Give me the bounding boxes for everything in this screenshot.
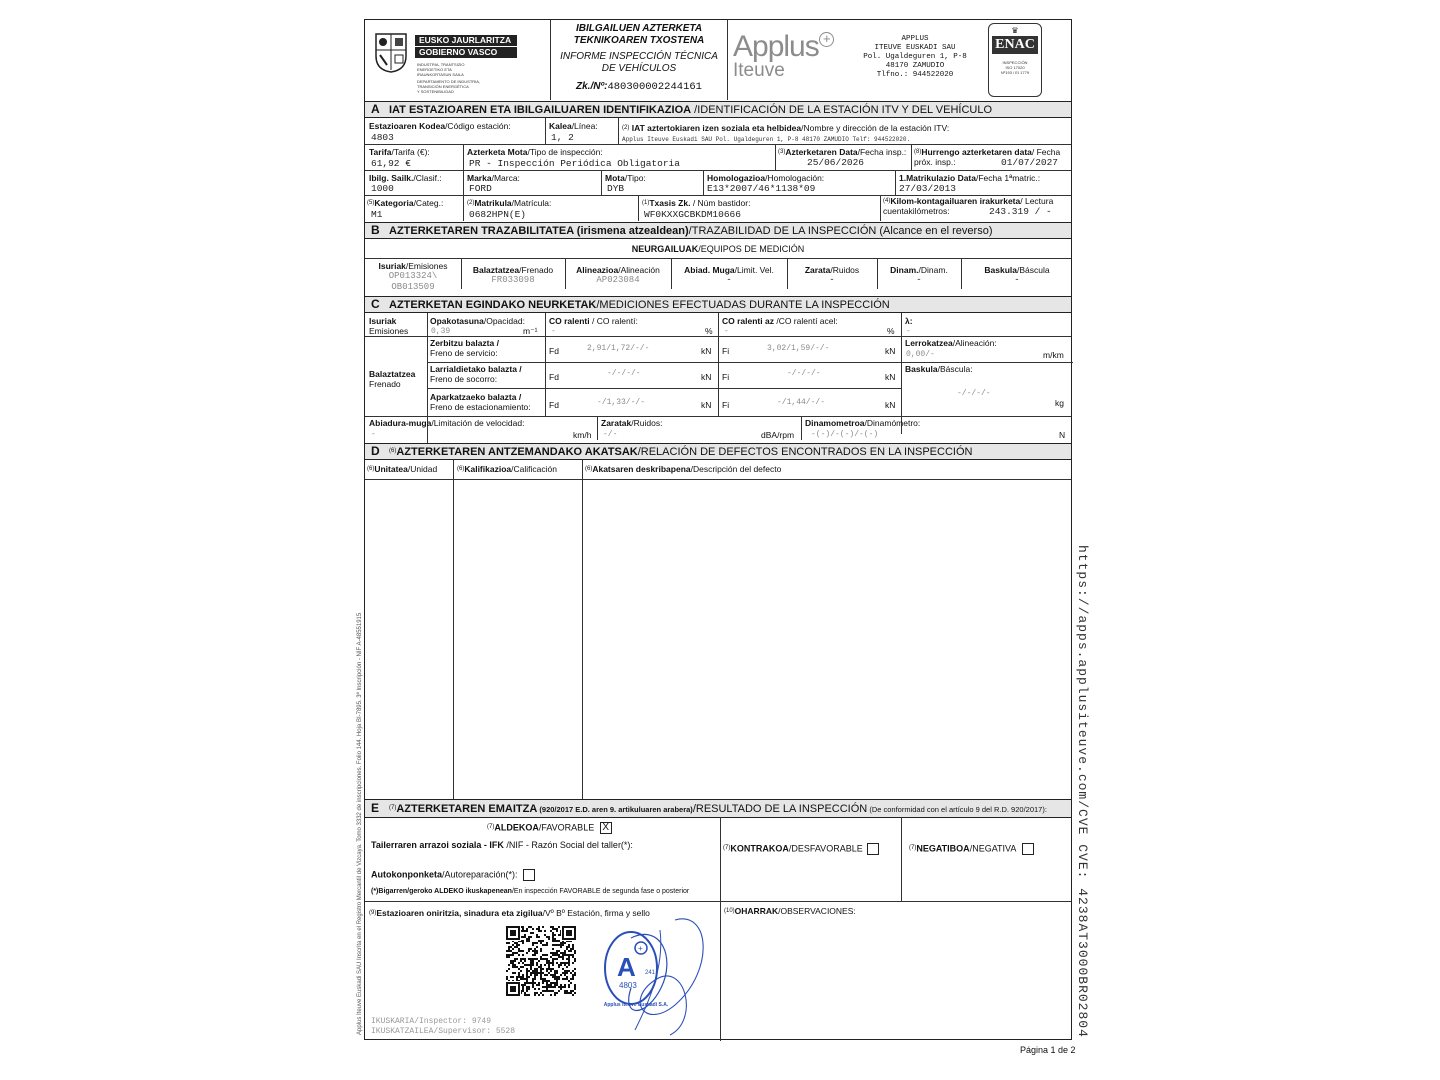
gov-name-es: GOBIERNO VASCO bbox=[415, 47, 517, 58]
service-fi-label: Fi bbox=[722, 346, 730, 356]
defects-rating-header: $^{(6)}$Kalifikazioa/Calificación bbox=[457, 464, 557, 474]
odometer-label: $^{(4)}$Kilom-kontagailuaren irakurketa/ Lectura cuentakilómetros: bbox=[883, 196, 1054, 216]
brakes-label: Balaztatzea Frenado bbox=[369, 369, 416, 389]
stamp-caption: Applus Iteuve Euskadi S.A. bbox=[603, 1002, 669, 1008]
co-accel-label: CO ralenti az /CO ralentí acel: bbox=[722, 316, 838, 326]
inspector-id: IKUSKARIA/Inspector: 9749 bbox=[371, 1017, 492, 1026]
next-inspection-value: 01/07/2027 bbox=[1001, 157, 1059, 168]
vin-value: WF0KXXGCBKDM10666 bbox=[644, 209, 741, 220]
opacity-unit: m⁻¹ bbox=[523, 326, 538, 336]
gov-logo-block bbox=[367, 24, 549, 100]
co-idle-unit: % bbox=[705, 326, 713, 336]
section-a-header: A IAT ESTAZIOAREN ETA IBILGAILUAREN IDENTIFIKAZIOA /IDENTIFICACIÓN DE LA ESTACIÓN ITV Y DEL VEHÍCULO bbox=[365, 101, 1071, 118]
scale-label: Baskula/Báscula: bbox=[905, 364, 973, 374]
scale-value: -/-/-/- bbox=[957, 389, 991, 398]
noise-value: -/- bbox=[603, 430, 618, 439]
equip-noise: Zarata/Ruidos - bbox=[804, 265, 860, 285]
speed-limit-label: Abiadura-muga/Limitación de velocidad: bbox=[369, 418, 525, 428]
speed-limit-value: - bbox=[371, 430, 376, 439]
noise-label: Zaratak/Ruidos: bbox=[601, 418, 663, 428]
unfavorable-option[interactable]: $^{(7)}$KONTRAKOA/DESFAVORABLE bbox=[723, 843, 879, 855]
plate-label: $^{(2)}$Matrikula/Matrícula: bbox=[467, 198, 552, 208]
category-label: $^{(5)}$Kategoria/Categ.: bbox=[367, 198, 444, 208]
defects-unit-header: $^{(6)}$Unitatea/Unidad bbox=[367, 464, 438, 474]
emergency-fd-unit: kN bbox=[701, 372, 712, 382]
section-e-header: E $^{(7)}$AZTERKETAREN EMAITZA (920/2017 E.D. aren 9. artikuluaren arabera)/RESULTADO DE LA INSPECCIÓN (De conformidad con el artículo 9 del R.D. 920/2017): bbox=[365, 799, 1071, 818]
next-inspection-label: $^{(8)}$Hurrengo azterketaren data/ Fecha próx. insp.: bbox=[914, 147, 1061, 167]
second-phase-note: (*)Bigarren/geroko ALDEKO ikuskapenean/En inspección FAVORABLE de segunda fase o posterior bbox=[371, 888, 690, 895]
title-eu-2: TEKNIKOAREN TXOSTENA bbox=[573, 35, 705, 46]
left-side-legal-text: Applus Iteuve Euskadi SAU Inscrita en el Registro Mercantil de Vizcaya. Tomo 3332 de inscripciones. Folio 144. Hoja BI-7895. 3ª Inscripción - NIF A-48551915 bbox=[357, 612, 363, 1035]
inspection-type-label: Azterketa Mota/Tipo de inspección: bbox=[467, 147, 603, 157]
basque-coat-of-arms-icon bbox=[371, 30, 411, 74]
line-label: Kalea/Línea: bbox=[549, 121, 598, 131]
self-repair-checkbox[interactable] bbox=[523, 869, 535, 881]
emergency-fi-label: Fi bbox=[722, 372, 730, 382]
inspection-date-label: $^{(3)}$Azterketaren Data/Fecha insp.: bbox=[778, 147, 907, 157]
opacity-label: Opakotasuna/Opacidad: bbox=[430, 316, 525, 326]
parking-fi-value: -/1,44/-/- bbox=[777, 398, 826, 407]
scale-unit: kg bbox=[1055, 398, 1064, 408]
parking-fi-label: Fi bbox=[722, 400, 730, 410]
service-fd-unit: kN bbox=[701, 346, 712, 356]
equip-emissions: Isuriak/Emisiones OP013324\ OB013509 bbox=[378, 261, 448, 292]
lambda-label: λ: bbox=[905, 316, 913, 326]
dynamometer-value: -(-)/-(-)/-(-) bbox=[811, 430, 879, 439]
remarks-label: $^{(10)}$OHARRAK/OBSERVACIONES: bbox=[724, 906, 856, 916]
first-registration-label: 1.Matrikulazio Data/Fecha 1ªmatric.: bbox=[899, 173, 1041, 183]
line-value: 1, 2 bbox=[551, 132, 574, 143]
classification-label: Ibilg. Sailk./Clasif.: bbox=[369, 173, 442, 183]
equip-speed-limit: Abiad. Muga/Limit. Vel. - bbox=[684, 265, 774, 285]
station-name-label: $^{(2)}$ IAT aztertokiaren izen soziala eta helbidea/Nombre y dirección de la estación ITV: bbox=[622, 123, 950, 133]
report-number: Zk./Nº:480300002244161 bbox=[576, 81, 702, 93]
emergency-fi-unit: kN bbox=[885, 372, 896, 382]
page-number: Página 1 de 2 bbox=[1020, 1045, 1076, 1055]
service-fi-unit: kN bbox=[885, 346, 896, 356]
company-address: APPLUS ITEUVE EUSKADI SAU Pol. Ugaldeguren 1, P-8 48170 ZAMUDIO Tlfno.: 944522020 bbox=[863, 35, 967, 79]
lambda-value: - bbox=[906, 327, 911, 336]
brand-value: FORD bbox=[469, 183, 492, 194]
equip-alignment: Alineazioa/Alineación AP023084 bbox=[576, 265, 660, 285]
parking-fd-value: -/1,33/-/- bbox=[597, 398, 646, 407]
category-value: M1 bbox=[371, 209, 383, 220]
favorable-option[interactable]: $^{(7)}$ALDEKOA/FAVORABLE X bbox=[487, 822, 612, 834]
brand-label: Marka/Marca: bbox=[467, 173, 520, 183]
equip-dynamometer: Dinam./Dinam. - bbox=[890, 265, 948, 285]
co-idle-value: - bbox=[551, 327, 556, 336]
inspection-type-value: PR - Inspección Periódica Obligatoria bbox=[469, 158, 680, 169]
emergency-fd-label: Fd bbox=[549, 372, 559, 382]
negative-option[interactable]: $^{(7)}$NEGATIBOA/NEGATIVA bbox=[909, 843, 1034, 855]
svg-text:A: A bbox=[617, 952, 636, 982]
service-fi-value: 3,02/1,59/-/- bbox=[767, 344, 830, 353]
homologation-label: Homologazioa/Homologación: bbox=[707, 173, 825, 183]
emergency-fi-value: -/-/-/- bbox=[787, 369, 821, 378]
tariff-value: 61,92 € bbox=[371, 158, 411, 169]
alignment-unit: m/km bbox=[1043, 350, 1064, 360]
co-accel-unit: % bbox=[887, 326, 895, 336]
section-d-header: D $^{(6)}$AZTERKETAREN ANTZEMANDAKO AKATSAK/RELACIÓN DE DEFECTOS ENCONTRADOS EN LA INSPECCIÓN bbox=[365, 443, 1071, 460]
enac-logo: ♛ ENAC INSPECCIÓN ISO 17020 Nº193 / EI 1779 bbox=[988, 23, 1042, 97]
opacity-value: 0,39 bbox=[431, 327, 451, 336]
model-value: DYB bbox=[607, 183, 625, 194]
equip-scale: Baskula/Báscula - bbox=[984, 265, 1050, 285]
speed-limit-unit: km/h bbox=[573, 430, 592, 440]
service-fd-value: 2,91/1,72/-/- bbox=[587, 344, 650, 353]
station-name-value: Applus Iteuve Euskadi SAU Pol. Ugaldeguren 1, P-8 48170 ZAMUDIO Telf: 944522020. bbox=[622, 136, 911, 143]
dynamometer-unit: N bbox=[1059, 430, 1066, 440]
emergency-fd-value: -/-/-/- bbox=[607, 369, 641, 378]
co-idle-label: CO ralenti / CO ralentí: bbox=[549, 316, 638, 326]
service-fd-label: Fd bbox=[549, 346, 559, 356]
dynamometer-label: Dinamometroa/Dinamómetro: bbox=[805, 418, 921, 428]
svg-text:+: + bbox=[638, 944, 643, 953]
tariff-label: Tarifa/Tarifa (€): bbox=[369, 147, 430, 157]
parking-fi-unit: kN bbox=[885, 400, 896, 410]
stamp-code: 4803 bbox=[619, 981, 637, 990]
unfavorable-checkbox[interactable] bbox=[867, 843, 879, 855]
plate-value: 0682HPN(E) bbox=[469, 209, 527, 220]
equip-brakes: Balaztatzea/Frenado FR033098 bbox=[472, 265, 554, 285]
equipment-title: NEURGAILUAK/EQUIPOS DE MEDICIÓN bbox=[631, 244, 805, 254]
parking-fd-unit: kN bbox=[701, 400, 712, 410]
supervisor-id: IKUSKATZAILEA/Supervisor: 5528 bbox=[371, 1027, 516, 1036]
parking-brake-label: Aparkatzaeko balazta / Freno de estacionamiento: bbox=[430, 392, 531, 412]
inspection-report-page bbox=[364, 19, 1072, 1040]
model-label: Mota/Tipo: bbox=[605, 173, 646, 183]
classification-value: 1000 bbox=[371, 183, 394, 194]
negative-checkbox[interactable] bbox=[1022, 843, 1034, 855]
emergency-brake-label: Larrialdietako balazta / Freno de socorro: bbox=[430, 364, 522, 384]
first-registration-value: 27/03/2013 bbox=[899, 183, 957, 194]
station-approval-label: $^{(9)}$Estazioaren oniritzia, sinadura eta zigilua/Vº Bº Estación, firma y sello bbox=[369, 908, 650, 918]
department-text: INDUSTRIA, TRANTSIZIO ENERGETIKO ETA IRAUNKORTASUN SAILA DEPARTAMENTO DE INDUSTRIA, TRANSICIÓN ENERGÉTICA Y SOSTENIBILIDAD bbox=[417, 62, 481, 94]
noise-unit: dBA/rpm bbox=[761, 430, 795, 440]
odometer-value: 243.319 / - bbox=[989, 206, 1052, 217]
defects-description-header: $^{(6)}$Akatsaren deskribapena/Descripción del defecto bbox=[585, 464, 782, 474]
alignment-value: 0,00/- bbox=[906, 350, 935, 359]
station-code-value: 4803 bbox=[371, 132, 394, 143]
co-accel-value: - bbox=[724, 327, 729, 336]
right-side-cve-url: https://apps.applusiteuve.com/CVE CVE: 4238AT3000BR02804 bbox=[1075, 545, 1090, 1038]
favorable-checkbox[interactable]: X bbox=[600, 822, 612, 834]
alignment-label: Lerrokatzea/Alineación: bbox=[905, 338, 997, 348]
stamp-number: 241 bbox=[645, 970, 656, 976]
report-title-block bbox=[551, 23, 727, 93]
section-c-header: C AZTERKETAN EGINDAKO NEURKETAK/MEDICIONES EFECTUADAS DURANTE LA INSPECCIÓN bbox=[365, 296, 1071, 313]
applus-logo: Applus + Iteuve bbox=[733, 32, 853, 80]
homologation-value: E13*2007/46*1138*09 bbox=[707, 183, 816, 194]
section-b-header: B AZTERKETAREN TRAZABILITATEA (irismena atzealdean)/TRAZABILIDAD DE LA INSPECCIÓN (Alcance en el reverso) bbox=[365, 222, 1071, 239]
title-es-1: INFORME INSPECCIÓN TÉCNICA bbox=[560, 51, 718, 62]
title-eu-1: IBILGAILUEN AZTERKETA bbox=[575, 23, 703, 34]
inspection-date-value: 25/06/2026 bbox=[807, 157, 865, 168]
station-code-label: Estazioaren Kodea/Código estación: bbox=[369, 121, 511, 131]
vin-label: $^{(1)}$Txasis Zk. / Núm bastidor: bbox=[642, 198, 751, 208]
self-repair-option[interactable]: Autokonponketa/Autoreparación(*): bbox=[371, 869, 535, 881]
parking-fd-label: Fd bbox=[549, 400, 559, 410]
emissions-label: Isuriak Emisiones bbox=[369, 316, 409, 336]
signature bbox=[615, 910, 725, 1040]
title-es-2: DE VEHÍCULOS bbox=[601, 63, 677, 74]
workshop-label: Tailerraren arrazoi soziala - IFK /NIF - Razón Social del taller(*): bbox=[371, 840, 633, 850]
gov-name-eu: EUSKO JAURLARITZA bbox=[415, 35, 517, 46]
service-brake-label: Zerbitzu balazta / Freno de servicio: bbox=[430, 338, 499, 358]
qr-code-icon bbox=[506, 926, 576, 996]
